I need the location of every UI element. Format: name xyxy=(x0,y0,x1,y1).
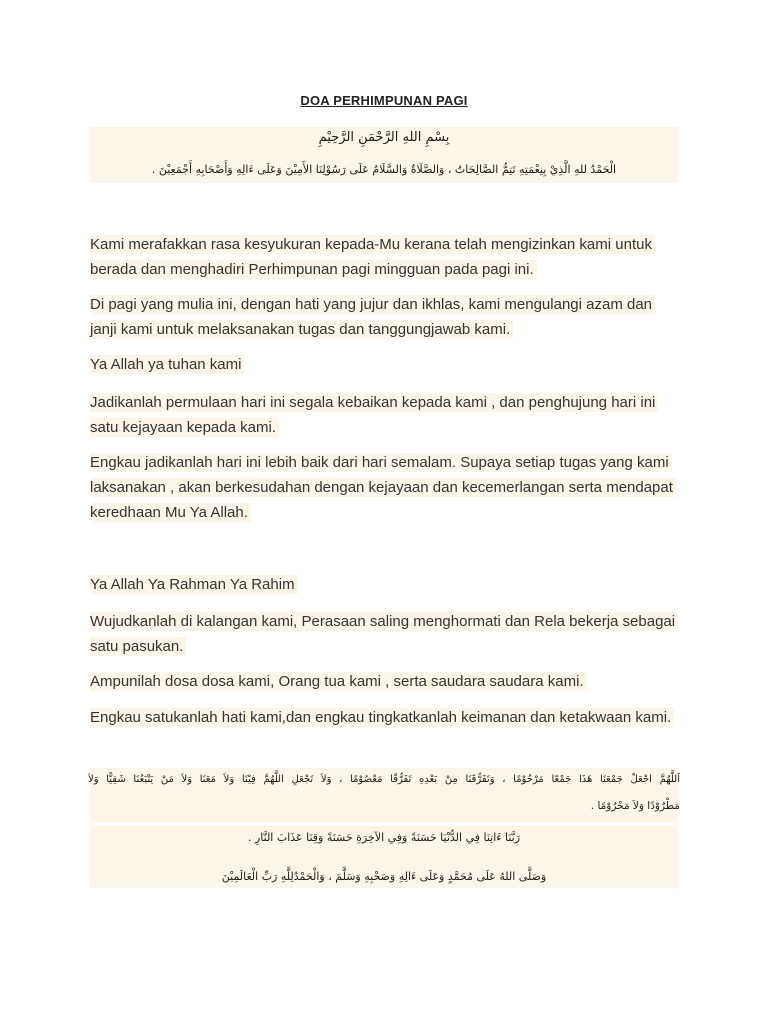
closing-line-2: مَطْرُوْدًا وَلاَ مَحْرُوْمًا . xyxy=(590,800,680,812)
closing-line-3: رَبَّنَا ءَاتِنَا فِي الدُّنْيَا حَسَنَةً وَفِي الآخِرَةِ حَسَنَةً وَقِنَا عَذَابَ النَّارِ . xyxy=(247,831,521,844)
document-title: DOA PERHIMPUNAN PAGI xyxy=(300,93,468,108)
closing-line-1: اَللَّهُمَّ اجْعَلْ جَمْعَنَا هَذَا جَمْعًا مَرْحُوْمًا ، وَتَفَرُّقَنَا مِنْ بَعْدِهِ تَفَرُّقًا مَعْصُوْمًا ، وَلاَ تَجْعَلِ اللَّهُمَّ فِيْنَا وَلاَ مَعَنَا وَلاَ مَنْ يَتْبَعُنَا شَقِيًّا وَلاَ xyxy=(88,774,680,785)
paragraph-7: Wujudkanlah di kalangan kami, Perasaan saling menghormati dan Rela bekerja sebagai satu pasukan. xyxy=(90,609,680,659)
closing-line-4: وَصَلَّى اللهُ عَلَى مُحَمَّدٍ وَعَلَى ءَالِهِ وَصَحْبِهِ وَسَلَّمَ ، وَالْحَمْدُلِلَّهِ رَبِّ الْعَالَمِيْنَ xyxy=(221,870,547,883)
hamdalah: الْحَمْدُ للهِ الَّذِيْ بِنِعْمَتِهِ تَتِمُّ الصَّالِحَاتُ ، وَالصَّلَاةُ وَالسَّلَامُ عَلَى رَسُوْلِنَا الأَمِيْنَ وَعَلَى ءَالِهِ وَأَصْحَابِهِ أَجْمَعِيْنَ . xyxy=(151,163,617,176)
paragraph-9: Engkau satukanlah hati kami,dan engkau tingkatkanlah keimanan dan ketakwaan kami. xyxy=(90,705,680,730)
paragraph-3: Ya Allah ya tuhan kami xyxy=(90,352,680,377)
paragraph-8: Ampunilah dosa dosa kami, Orang tua kami , serta saudara saudara kami. xyxy=(90,669,680,694)
paragraph-5: Engkau jadikanlah hari ini lebih baik dari hari semalam. Supaya setiap tugas yang kami laksanakan , akan berkesudahan dengan kejayaan dan kecemerlangan serta mendapat keredhaan Mu Ya Allah. xyxy=(90,450,680,525)
paragraph-2: Di pagi yang mulia ini, dengan hati yang jujur dan ikhlas, kami mengulangi azam dan janji kami untuk melaksanakan tugas dan tanggungjawab kami. xyxy=(90,292,680,342)
paragraph-6: Ya Allah Ya Rahman Ya Rahim xyxy=(90,572,680,597)
basmalah: بِسْمِ اللهِ الرَّحْمَنِ الرَّحِيْمِ xyxy=(318,130,450,145)
paragraph-1: Kami merafakkan rasa kesyukuran kepada-Mu kerana telah mengizinkan kami untuk berada dan menghadiri Perhimpunan pagi mingguan pada pagi ini. xyxy=(90,232,680,282)
paragraph-4: Jadikanlah permulaan hari ini segala kebaikan kepada kami , dan penghujung hari ini satu kejayaan kepada kami. xyxy=(90,390,680,440)
